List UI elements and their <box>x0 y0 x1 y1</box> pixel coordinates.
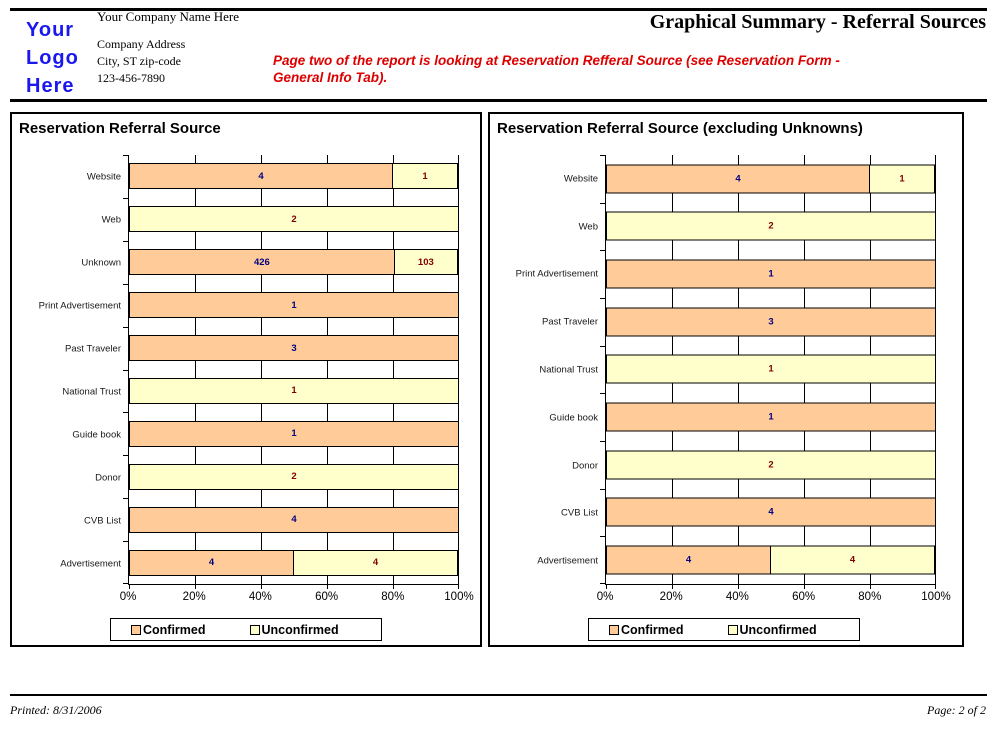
x-axis-tick <box>935 584 936 589</box>
y-axis-tick <box>123 155 128 156</box>
y-axis-tick <box>600 583 605 584</box>
bar-value-label: 4 <box>849 554 856 566</box>
bar-segment-confirmed <box>606 403 936 432</box>
bar-value-label: 2 <box>768 220 774 232</box>
bar-segment-confirmed <box>606 307 936 336</box>
category-label: National Trust <box>539 364 598 376</box>
plot-area <box>128 155 459 585</box>
stacked-bar <box>129 421 459 447</box>
bar-segment-unconfirmed <box>394 249 458 275</box>
company-logo <box>26 16 79 100</box>
bar-segment-unconfirmed <box>770 546 935 575</box>
bar-segment-confirmed <box>129 163 393 189</box>
y-axis-tick <box>123 241 128 242</box>
stacked-bar <box>129 249 459 275</box>
stacked-bar <box>129 206 459 232</box>
bar-value-label: 4 <box>685 554 692 566</box>
logo-line: Logo <box>26 47 79 69</box>
bar-row <box>606 155 936 203</box>
category-label: Donor <box>572 460 598 472</box>
bar-value-label: 2 <box>291 213 297 225</box>
stacked-bar <box>606 164 936 193</box>
x-axis-tick <box>738 584 739 589</box>
report-note-line: Page two of the report is looking at Reservation Refferal Source (see Reservation Form - <box>273 53 840 68</box>
x-axis-tick <box>804 584 805 589</box>
bar-value-label: 3 <box>291 342 297 354</box>
category-label: Guide book <box>72 429 121 440</box>
y-axis-tick <box>600 155 605 156</box>
bar-row <box>129 412 459 455</box>
stacked-bar <box>606 355 936 384</box>
bar-value-label: 4 <box>291 514 297 526</box>
bar-row <box>129 455 459 498</box>
bar-row <box>129 370 459 413</box>
stacked-bar <box>129 464 459 490</box>
x-tick-label: 20% <box>182 591 206 603</box>
stacked-bar <box>606 403 936 432</box>
bar-value-label: 3 <box>768 316 774 328</box>
y-axis-tick <box>123 541 128 542</box>
bar-row <box>129 155 459 198</box>
category-label: Past Traveler <box>542 316 598 328</box>
bar-segment-confirmed <box>606 164 870 193</box>
bar-row <box>129 241 459 284</box>
bar-row <box>129 198 459 241</box>
stacked-bar <box>606 546 936 575</box>
bar-segment-confirmed <box>606 498 936 527</box>
stacked-bar <box>606 260 936 289</box>
bar-value-label: 4 <box>258 170 264 182</box>
bar-row <box>606 298 936 346</box>
bar-row <box>606 250 936 298</box>
stacked-bar <box>129 292 459 318</box>
legend-label-confirmed: Confirmed <box>143 622 206 637</box>
y-axis-tick <box>600 393 605 394</box>
x-axis-tick <box>261 584 262 589</box>
plot-area <box>605 155 936 585</box>
bar-segment-confirmed <box>129 421 459 447</box>
stacked-bar <box>129 378 459 404</box>
percent-axis-labels <box>119 591 474 606</box>
x-axis-tick <box>870 584 871 589</box>
stacked-bar <box>606 498 936 527</box>
bar-value-label: 1 <box>291 428 297 440</box>
y-axis-tick <box>123 498 128 499</box>
chart-panel-referral-source-excl-unknowns <box>488 112 964 647</box>
bar-value-label: 1 <box>899 173 905 185</box>
bar-segment-confirmed <box>129 507 459 533</box>
bar-row <box>129 327 459 370</box>
bar-value-label: 1 <box>768 363 774 375</box>
chart-panel-referral-source <box>10 112 482 647</box>
y-axis-tick <box>600 250 605 251</box>
unconfirmed-swatch-icon <box>250 625 260 635</box>
bar-segment-unconfirmed <box>606 212 936 241</box>
x-tick-label: 20% <box>659 591 683 603</box>
chart-title: Reservation Referral Source <box>19 120 221 137</box>
category-label: National Trust <box>62 386 121 397</box>
stacked-bar <box>129 550 459 576</box>
category-label: Website <box>86 171 121 182</box>
bar-row <box>606 203 936 251</box>
unconfirmed-swatch-icon <box>728 625 738 635</box>
category-label: Print Advertisement <box>515 268 598 280</box>
company-name: Your Company Name Here <box>97 9 240 24</box>
percent-axis-labels <box>596 591 951 606</box>
category-label: Advertisement <box>537 555 598 567</box>
category-axis-labels <box>14 155 121 585</box>
stacked-bar <box>129 507 459 533</box>
confirmed-swatch-icon <box>131 625 141 635</box>
logo-line: Your <box>26 19 75 41</box>
company-phone: 123-456-7890 <box>97 71 165 85</box>
bar-value-label: 1 <box>291 299 297 311</box>
y-axis-tick <box>600 298 605 299</box>
x-axis-tick <box>458 584 459 589</box>
page-number: Page: 2 of 2 <box>927 703 986 717</box>
header-bottom-rule <box>10 99 987 102</box>
x-tick-label: 80% <box>381 591 405 603</box>
x-tick-label: 0% <box>596 591 614 603</box>
bar-segment-unconfirmed <box>606 450 936 479</box>
category-label: Web <box>101 214 121 225</box>
bar-segment-unconfirmed <box>129 206 459 232</box>
chart-legend <box>110 618 382 641</box>
bar-value-label: 2 <box>768 459 774 471</box>
category-label: Advertisement <box>60 558 121 569</box>
logo-line: Here <box>26 75 75 97</box>
legend-label-confirmed: Confirmed <box>621 622 684 637</box>
chart-title: Reservation Referral Source (excluding Unknowns) <box>497 120 863 137</box>
chart-legend <box>588 618 860 641</box>
category-label: CVB List <box>84 515 121 526</box>
stacked-bar <box>606 307 936 336</box>
x-tick-label: 40% <box>725 591 749 603</box>
category-label: Past Traveler <box>65 343 121 354</box>
bar-row <box>129 541 459 584</box>
printed-date: Printed: 8/31/2006 <box>10 703 102 717</box>
category-label: Website <box>563 173 598 185</box>
report-note-line: General Info Tab). <box>273 70 388 85</box>
bar-row <box>606 393 936 441</box>
x-axis-tick <box>195 584 196 589</box>
bar-segment-confirmed <box>129 550 294 576</box>
bar-segment-unconfirmed <box>869 164 935 193</box>
x-tick-label: 40% <box>248 591 272 603</box>
stacked-bar <box>129 163 459 189</box>
bar-value-label: 426 <box>253 256 270 268</box>
bar-value-label: 4 <box>208 557 215 569</box>
company-address: Company Address <box>97 37 186 51</box>
y-axis-tick <box>123 284 128 285</box>
legend-label-unconfirmed: Unconfirmed <box>261 622 339 637</box>
y-axis-tick <box>123 370 128 371</box>
bar-segment-unconfirmed <box>293 550 458 576</box>
bar-row <box>606 441 936 489</box>
bar-value-label: 4 <box>735 173 741 185</box>
stacked-bar <box>129 335 459 361</box>
x-tick-label: 0% <box>119 591 137 603</box>
x-tick-label: 80% <box>858 591 882 603</box>
x-tick-label: 60% <box>315 591 339 603</box>
category-label: CVB List <box>561 507 598 519</box>
y-axis-tick <box>600 489 605 490</box>
bar-segment-confirmed <box>606 546 771 575</box>
x-tick-label: 100% <box>444 591 474 603</box>
footer-rule <box>10 694 987 696</box>
bar-row <box>606 536 936 584</box>
bar-row <box>606 489 936 537</box>
bar-segment-confirmed <box>606 260 936 289</box>
bar-segment-unconfirmed <box>129 464 459 490</box>
bar-segment-unconfirmed <box>392 163 458 189</box>
bar-row <box>606 346 936 394</box>
bar-row <box>129 498 459 541</box>
bar-segment-unconfirmed <box>129 378 459 404</box>
stacked-bar <box>606 212 936 241</box>
company-city: City, ST zip-code <box>97 54 181 68</box>
x-axis-tick <box>672 584 673 589</box>
bar-segment-unconfirmed <box>606 355 936 384</box>
y-axis-tick <box>123 198 128 199</box>
category-label: Donor <box>95 472 121 483</box>
category-axis-labels <box>492 155 598 585</box>
legend-label-unconfirmed: Unconfirmed <box>739 622 817 637</box>
x-tick-label: 60% <box>792 591 816 603</box>
bar-value-label: 103 <box>417 256 434 268</box>
stacked-bar <box>606 450 936 479</box>
y-axis-tick <box>600 346 605 347</box>
bar-value-label: 1 <box>422 170 428 182</box>
bar-row <box>129 284 459 327</box>
category-label: Unknown <box>81 257 121 268</box>
y-axis-tick <box>600 203 605 204</box>
y-axis-tick <box>123 583 128 584</box>
x-axis-tick <box>606 584 607 589</box>
bar-value-label: 4 <box>372 557 379 569</box>
y-axis-tick <box>123 412 128 413</box>
category-label: Guide book <box>549 412 598 424</box>
bar-value-label: 4 <box>768 506 774 518</box>
bar-value-label: 1 <box>291 385 297 397</box>
x-axis-tick <box>129 584 130 589</box>
category-label: Print Advertisement <box>38 300 121 311</box>
report-title: Graphical Summary - Referral Sources <box>649 11 986 33</box>
bar-segment-confirmed <box>129 249 395 275</box>
x-axis-tick <box>327 584 328 589</box>
y-axis-tick <box>600 441 605 442</box>
y-axis-tick <box>123 327 128 328</box>
bar-value-label: 1 <box>768 268 774 280</box>
x-tick-label: 100% <box>921 591 951 603</box>
bar-segment-confirmed <box>129 335 459 361</box>
y-axis-tick <box>123 455 128 456</box>
bar-segment-confirmed <box>129 292 459 318</box>
bar-value-label: 2 <box>291 471 297 483</box>
confirmed-swatch-icon <box>609 625 619 635</box>
bar-value-label: 1 <box>768 411 774 423</box>
company-info-block <box>97 9 239 87</box>
y-axis-tick <box>600 536 605 537</box>
x-axis-tick <box>393 584 394 589</box>
report-note <box>273 52 840 86</box>
category-label: Web <box>578 221 598 233</box>
